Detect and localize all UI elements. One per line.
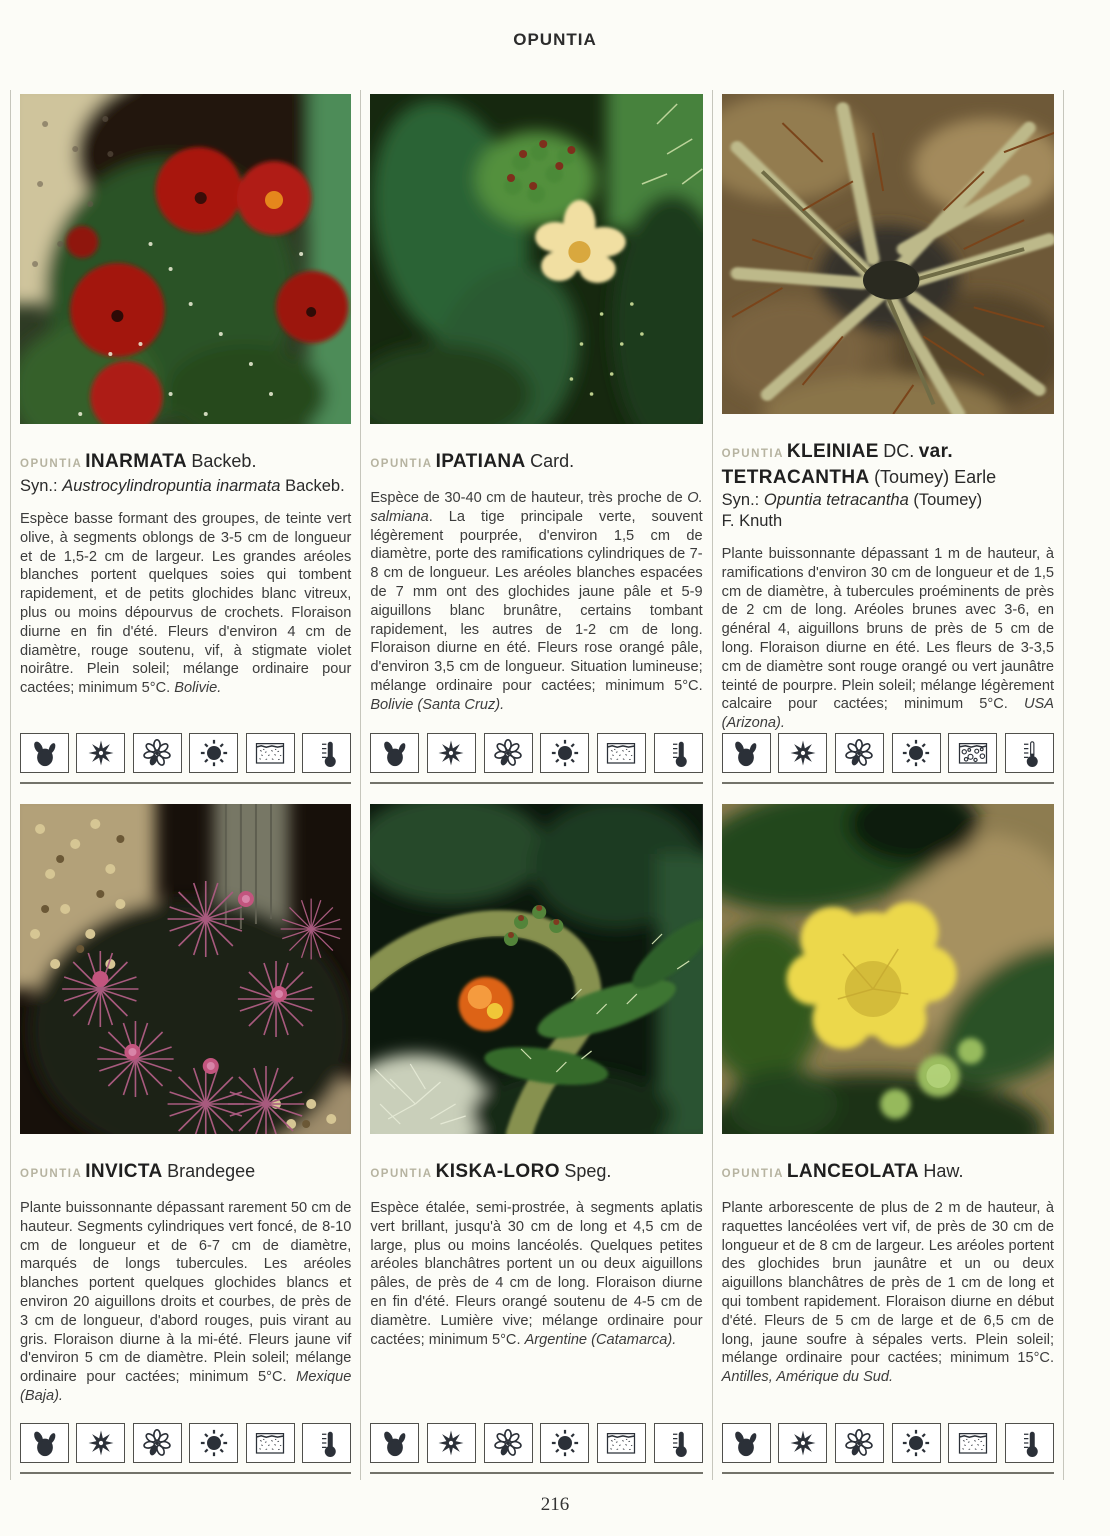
entry-kiska-loro — [361, 790, 712, 1480]
entry-ipatiana — [361, 90, 712, 790]
entry-kleiniae-tetracantha — [713, 90, 1064, 790]
genus-label: OPUNTIA — [370, 1168, 433, 1180]
species-name: KLEINIAE — [786, 441, 879, 463]
culture-icons — [370, 733, 702, 784]
soil-mix-icon — [246, 733, 295, 773]
species-name: IPATIANA — [435, 451, 526, 472]
sun-icon — [540, 733, 589, 773]
divider — [20, 782, 351, 784]
flower-icon — [133, 1423, 182, 1463]
flower-icon — [133, 733, 182, 773]
spiny-star-icon — [76, 733, 125, 773]
title-line — [722, 1160, 1054, 1186]
culture-icons — [20, 733, 351, 784]
photo-opuntia-invicta — [20, 804, 351, 1134]
sun-icon — [892, 733, 941, 773]
title-line-2: TETRACANTHA (Toumey) Earle — [721, 467, 997, 489]
flower-icon — [484, 733, 533, 773]
genus-label: OPUNTIA — [20, 1168, 83, 1180]
photo-opuntia-lanceolata — [722, 804, 1054, 1134]
opuntia-cactus-icon — [370, 1423, 419, 1463]
title-line — [370, 1160, 702, 1186]
genus-label: OPUNTIA — [20, 458, 83, 470]
sun-icon — [189, 733, 238, 773]
thermometer-icon — [302, 1423, 351, 1463]
title-line — [722, 440, 1054, 466]
calcareous-soil-icon — [948, 733, 997, 773]
opuntia-cactus-icon — [722, 733, 771, 773]
spiny-star-icon — [778, 733, 827, 773]
synonym-line: Syn.: Opuntia tetracantha (Toumey) — [721, 491, 983, 510]
genus-label: OPUNTIA — [721, 1168, 784, 1180]
sun-icon — [892, 1423, 941, 1463]
title-line — [370, 450, 702, 476]
soil-mix-icon — [948, 1423, 997, 1463]
entry-lanceolata — [713, 790, 1064, 1480]
synonym-line-2: F. Knuth — [721, 512, 783, 531]
soil-mix-icon — [246, 1423, 295, 1463]
photo-opuntia-kleiniae — [722, 94, 1054, 414]
species-name: INARMATA — [85, 451, 187, 472]
culture-icons — [722, 733, 1054, 784]
description-text: Espèce de 30-40 cm de hauteur, très proche de O. salmiana. La tige principale verte, souvent légèrement pourprée, d'environ 1,5 cm de diamètre, porte des ramifications cylindriques de 7-8 cm de longueur. Les aréoles blanches espacées de 7 mm ont des glochides jaune pâle et 5-9 aiguillons blanc brunâtre, certains tombant rapidement, les autres de 1-2 cm de long. Floraison diurne en été. Fleurs rose orangé pâle, d'environ 3,5 cm de longueur. Situation lumineuse; mélange ordinaire pour cactées; minimum 5°C. Bolivie (Santa Cruz). — [370, 490, 703, 713]
divider — [20, 1472, 351, 1474]
opuntia-cactus-icon — [370, 733, 419, 773]
spiny-star-icon — [427, 733, 476, 773]
title-line — [20, 1160, 351, 1186]
opuntia-cactus-icon — [20, 1423, 69, 1463]
page-title: OPUNTIA — [513, 30, 597, 49]
thermometer-icon — [654, 733, 703, 773]
thermometer-icon — [302, 733, 351, 773]
soil-mix-icon — [597, 1423, 646, 1463]
divider — [370, 782, 702, 784]
species-name: KISKA-LORO — [435, 1161, 560, 1182]
thermometer-icon — [1005, 1423, 1054, 1463]
description-text: Plante arborescente de plus de 2 m de hauteur, à raquettes lancéolées vert vif, de près de 30 cm de longueur et de 8 cm de largeur. Les aréoles portent des glochides brun jaunâtre et un ou deux aiguillons blanchâtres de près de 1 cm de long et qui tombent rapidement. Floraison diurne en début d'été. Fleurs de 5 cm de large et de 6,5 cm de long, jaune soufre à sépales verts. Plein soleil; mélange ordinaire pour cactées; minimum 15°C. Antilles, Amérique du Sud. — [721, 1200, 1054, 1386]
photo-opuntia-inarmata — [20, 94, 351, 424]
divider — [722, 1472, 1054, 1474]
sun-icon — [540, 1423, 589, 1463]
culture-icons — [370, 1423, 702, 1474]
species-author: DC. — [883, 441, 915, 462]
title-line — [20, 450, 351, 476]
culture-icons — [20, 1423, 351, 1474]
entry-invicta — [10, 790, 361, 1480]
flower-icon — [835, 733, 884, 773]
thermometer-low-icon — [1005, 733, 1054, 773]
synonym-line: Syn.: Austrocylindropuntia inarmata Backeb. — [20, 477, 345, 495]
opuntia-cactus-icon — [20, 733, 69, 773]
var-suffix: var. — [918, 441, 954, 463]
spiny-star-icon — [76, 1423, 125, 1463]
spiny-star-icon — [778, 1423, 827, 1463]
description-text: Plante buissonnante dépassant 1 m de hauteur, à ramifications d'environ 30 cm de longueur et de 1,5 cm de diamètre, à tubercules proéminents de près de 2 cm de long. Aréoles brunes avec 3-6, en général 4, aiguillons bruns de près de 5 cm de long. Floraison diurne en été. Les fleurs de 3-3,5 cm de diamètre sont rouge orangé ou vert jaunâtre teinté de pourpre. Plein soleil; mélange légèrement calcaire pour cactées; minimum 5°C. USA (Arizona). — [721, 546, 1054, 732]
genus-label: OPUNTIA — [721, 448, 784, 461]
sun-icon — [189, 1423, 238, 1463]
flower-icon — [835, 1423, 884, 1463]
genus-label: OPUNTIA — [370, 458, 433, 470]
species-author: Haw. — [923, 1161, 964, 1181]
species-name: INVICTA — [85, 1161, 163, 1182]
entries-grid — [10, 90, 1064, 1480]
description-text: Plante buissonnante dépassant rarement 50 cm de hauteur. Segments cylindriques vert foncé, de 8-10 cm de longueur et de 6-7 cm de diamètre, marqués de longs tubercules. Les aréoles blanches portent quelques glochides blancs et environ 20 aiguillons droits et courbes, de près de 3 cm de longueur, d'abord rouges, puis virant au gris. Floraison diurne à la mi-été. Fleurs jaune vif d'environ 5 cm de diamètre. Plein soleil; mélange ordinaire pour cactées; minimum 5°C. Mexique (Baja). — [20, 1200, 352, 1404]
divider — [370, 1472, 702, 1474]
description-text: Espèce étalée, semi-prostrée, à segments aplatis vert brillant, jusqu'à 30 cm de long et 4,5 cm de large, plus ou moins lancéolés. Quelques petites aréoles blanchâtres portent un ou deux aiguillons pâles, de près de 4 cm de long. Floraison diurne en fin d'été. Fleurs orangé soutenu de 4-5 cm de diamètre. Lumière vive; mélange ordinaire pour cactées; minimum 5°C. Argentine (Catamarca). — [370, 1200, 703, 1348]
divider — [722, 782, 1054, 784]
entry-inarmata — [10, 90, 361, 790]
spiny-star-icon — [427, 1423, 476, 1463]
species-name: LANCEOLATA — [786, 1161, 919, 1182]
description-text: Espèce basse formant des groupes, de teinte vert olive, à segments oblongs de 3-5 cm de longueur et de 1,5-2 cm de largeur. Les grandes aréoles blanches portent quelques soies qui tombent rapidement, et de petits glochides blanc vitreux, plus ou moins dépourvus de crochets. Floraison diurne en fin d'été. Fleurs d'environ 4 cm de diamètre, rouge soutenu, vif, à stigmate violet noirâtre. Plein soleil; mélange ordinaire pour cactées; minimum 5°C. Bolivie. — [20, 511, 352, 697]
page-number: 216 — [540, 1494, 570, 1515]
photo-opuntia-kiska-loro — [370, 804, 702, 1134]
photo-opuntia-ipatiana — [370, 94, 702, 424]
species-author: Brandegee — [167, 1161, 256, 1181]
culture-icons — [722, 1423, 1054, 1474]
species-author: Backeb. — [191, 451, 257, 471]
species-author: Card. — [530, 451, 575, 471]
opuntia-cactus-icon — [722, 1423, 771, 1463]
species-author: Speg. — [564, 1161, 612, 1181]
flower-icon — [484, 1423, 533, 1463]
thermometer-icon — [654, 1423, 703, 1463]
soil-mix-icon — [597, 733, 646, 773]
